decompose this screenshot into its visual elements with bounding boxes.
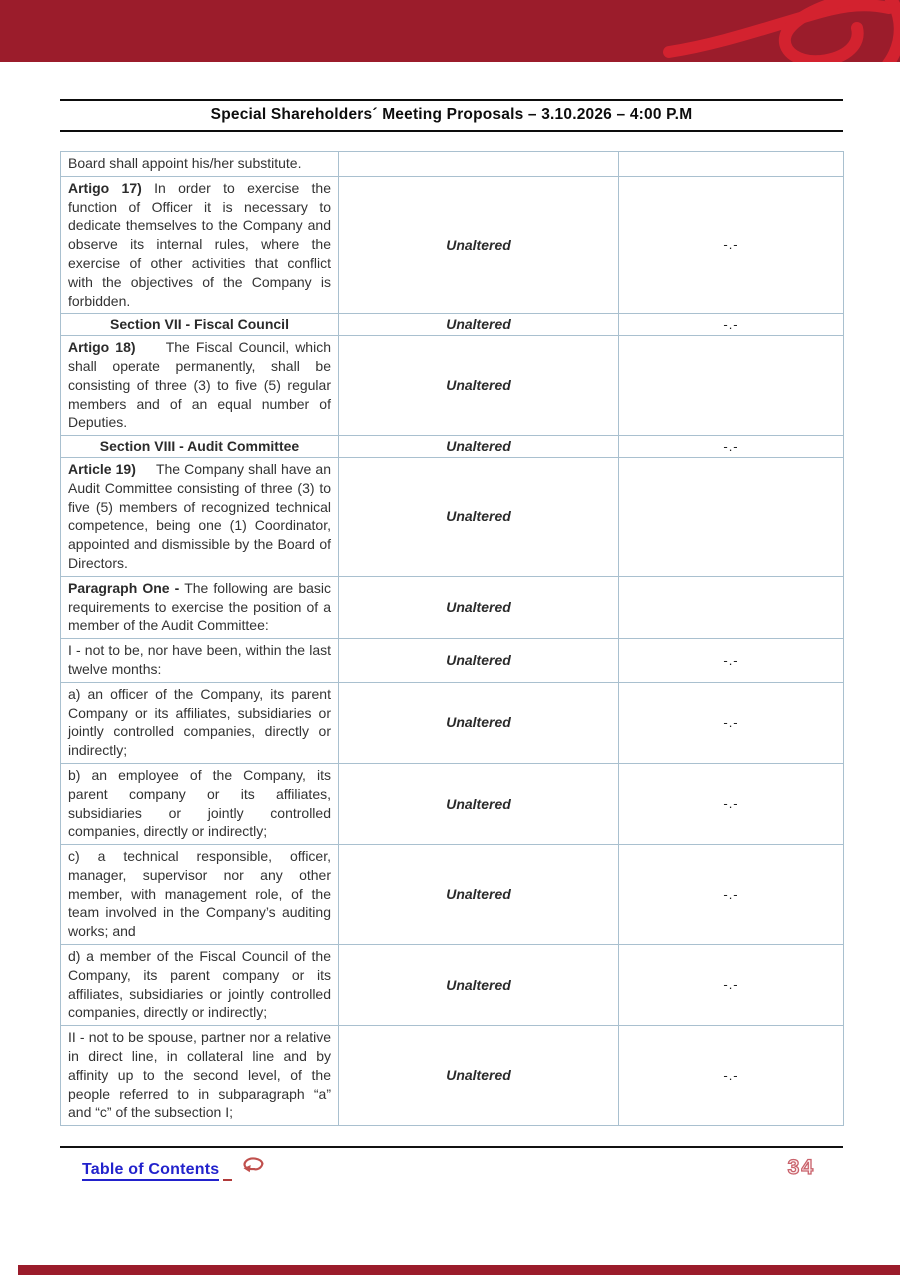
provision-text: The Company shall have an Audit Committee consisting of three (3) to five (5) members of recognized technical competence, being one (1) Coordinator, appointed and dismissible by the Board of Directors. [68,460,331,571]
status-cell [339,682,619,763]
provision-lead: Artigo 18) [68,339,136,356]
status-cell [339,576,619,638]
provision-cell [61,845,339,945]
vote-value: -.- [723,438,739,454]
provision-text: The Fiscal Council, which shall operate permanently, shall be consisting of three (3) to five (5) regular members and of an equal number of Deputies. [68,339,331,431]
table-of-contents-link[interactable]: Table of Contents [82,1161,219,1181]
provision-cell [61,576,339,638]
vote-cell [619,314,844,336]
status-value: Unaltered [446,652,511,669]
provision-text: In order to exercise the function of Officer it is necessary to dedicate themselves to the Company and observe its internal rules, where the exercise of other activities that conflict with the objectives of the Company is forbidden. [68,179,332,309]
status-cell [339,176,619,314]
provision-lead: Article 19) [68,460,136,477]
table-row [61,845,844,945]
provision-text: I - not to be, nor have been, within the last twelve months: [68,642,331,677]
brand-banner [0,0,900,62]
status-value: Unaltered [446,508,511,525]
table-row [61,457,844,576]
table-row [61,639,844,683]
table-row [61,763,844,844]
provision-text: a) an officer of the Company, its parent Company or its affiliates, subsidiaries or jointly controlled companies, directly or indirectly; [68,685,331,759]
brand-logo-icon [656,0,900,62]
table-row [61,682,844,763]
bottom-brand-bar [18,1265,900,1275]
table-row [61,176,844,314]
vote-value: -.- [723,652,739,668]
vote-value: -.- [723,1067,739,1083]
table-row [61,152,844,177]
vote-cell [619,336,844,436]
toc-underline-tail [223,1167,232,1181]
page-content [60,62,843,1181]
provision-lead: Paragraph One - [68,579,180,596]
table-row [61,945,844,1026]
provision-text: c) a technical responsible, officer, manager, supervisor nor any other member, with management role, of the team involved in the Company’s auditing works; and [68,848,331,940]
provision-text: II - not to be spouse, partner nor a relative in direct line, in collateral line and by affinity up to the second level, of the people referred to in subparagraph “a” and “c” of the subsection I; [68,1029,331,1121]
status-value: Unaltered [446,236,511,253]
table-row [61,576,844,638]
table-row [61,436,844,458]
provision-text: b) an employee of the Company, its parent company or its affiliates, subsidiaries or jointly controlled companies, directly or indirectly; [68,766,331,840]
vote-cell [619,436,844,458]
vote-value: -.- [723,237,739,253]
return-arrow-icon[interactable] [239,1155,266,1181]
vote-cell [619,639,844,683]
provision-cell [61,1026,339,1126]
page-number: 34 [787,1156,815,1180]
provision-lead: Artigo 17) [68,179,142,196]
status-value: Unaltered [446,316,511,333]
provision-text: The following are basic requirements to exercise the position of a member of the Audit Committee: [68,579,331,634]
vote-value: -.- [723,714,739,730]
status-cell [339,1026,619,1126]
footer [60,1155,843,1181]
status-value: Unaltered [446,1067,511,1084]
proposals-table [60,151,844,1126]
vote-cell [619,152,844,177]
table-row [61,1026,844,1126]
provision-text: Board shall appoint his/her substitute. [68,155,302,171]
status-cell [339,457,619,576]
provision-cell [61,336,339,436]
status-value: Unaltered [446,438,511,455]
provision-cell [61,314,339,336]
status-cell [339,314,619,336]
status-value: Unaltered [446,599,511,616]
status-value: Unaltered [446,377,511,394]
vote-value: -.- [723,977,739,993]
status-cell [339,436,619,458]
provision-cell [61,763,339,844]
vote-cell [619,845,844,945]
footer-divider [60,1146,843,1148]
provision-cell [61,176,339,314]
provision-text: d) a member of the Fiscal Council of the Company, its parent company or its affiliates, subsidiaries or jointly controlled companies, directly or indirectly; [68,948,331,1021]
vote-value: -.- [723,796,739,812]
vote-cell [619,576,844,638]
provision-lead: Section VII - Fiscal Council [110,316,289,333]
vote-cell [619,763,844,844]
status-cell [339,152,619,177]
document-title-block [60,99,843,132]
status-value: Unaltered [446,886,511,903]
vote-value: -.- [723,886,739,902]
status-cell [339,336,619,436]
vote-cell [619,945,844,1026]
vote-cell [619,682,844,763]
status-cell [339,639,619,683]
status-value: Unaltered [446,795,511,812]
vote-cell [619,176,844,314]
vote-value: -.- [723,316,739,332]
provision-cell [61,457,339,576]
status-value: Unaltered [446,714,511,731]
status-cell [339,845,619,945]
page-title: Special Shareholders´ Meeting Proposals – 3.10.2026 – 4:00 P.M [210,106,693,123]
status-cell [339,763,619,844]
table-row [61,336,844,436]
status-cell [339,945,619,1026]
table-row [61,314,844,336]
status-value: Unaltered [446,976,511,993]
provision-cell [61,639,339,683]
provision-cell [61,682,339,763]
vote-cell [619,1026,844,1126]
provision-cell [61,945,339,1026]
provision-cell [61,152,339,177]
provision-cell [61,436,339,458]
vote-cell [619,457,844,576]
provision-lead: Section VIII - Audit Committee [99,438,300,455]
